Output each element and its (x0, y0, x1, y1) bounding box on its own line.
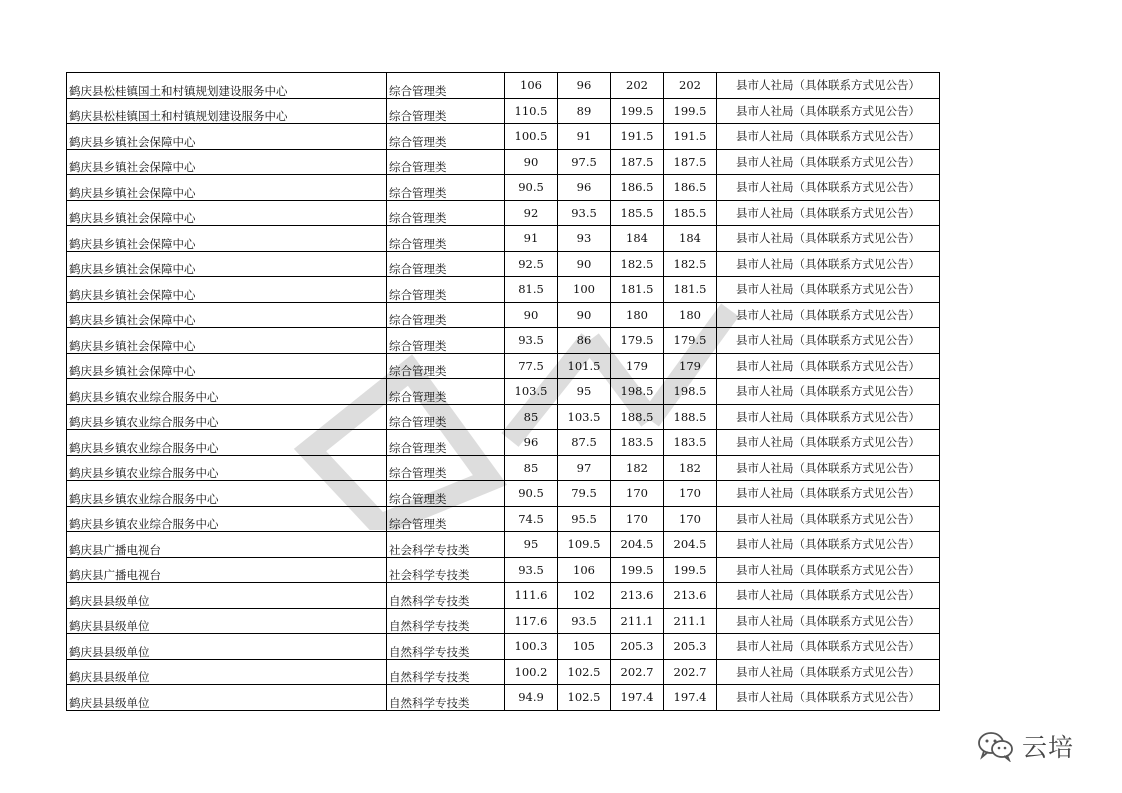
table-row (67, 659, 940, 685)
interview-score-cell: 102.5 (558, 659, 611, 685)
contact-cell: 县市人社局（具体联系方式见公告） (717, 251, 940, 277)
unit-name-cell: 鹤庆县乡镇社会保障中心 (67, 226, 387, 252)
written-score-cell: 92 (505, 200, 558, 226)
total-score-cell: 183.5 (611, 430, 664, 456)
final-score-cell: 188.5 (664, 404, 717, 430)
final-score-cell: 211.1 (664, 608, 717, 634)
written-score-cell: 100.3 (505, 634, 558, 660)
contact-cell: 县市人社局（具体联系方式见公告） (717, 226, 940, 252)
total-score-cell: 170 (611, 506, 664, 532)
written-score-cell: 90 (505, 302, 558, 328)
table-row (67, 175, 940, 201)
interview-score-cell: 97.5 (558, 149, 611, 175)
final-score-cell: 179 (664, 353, 717, 379)
contact-cell: 县市人社局（具体联系方式见公告） (717, 685, 940, 711)
job-category-cell: 综合管理类 (387, 302, 505, 328)
written-score-cell: 77.5 (505, 353, 558, 379)
written-score-cell: 74.5 (505, 506, 558, 532)
total-score-cell: 187.5 (611, 149, 664, 175)
total-score-cell: 182.5 (611, 251, 664, 277)
written-score-cell: 92.5 (505, 251, 558, 277)
final-score-cell: 213.6 (664, 583, 717, 609)
contact-cell: 县市人社局（具体联系方式见公告） (717, 532, 940, 558)
final-score-cell: 179.5 (664, 328, 717, 354)
final-score-cell: 199.5 (664, 98, 717, 124)
final-score-cell: 182 (664, 455, 717, 481)
final-score-cell: 187.5 (664, 149, 717, 175)
job-category-cell: 综合管理类 (387, 98, 505, 124)
table-row (67, 685, 940, 711)
written-score-cell: 90 (505, 149, 558, 175)
job-category-cell: 综合管理类 (387, 379, 505, 405)
table-row (67, 251, 940, 277)
written-score-cell: 111.6 (505, 583, 558, 609)
interview-score-cell: 95 (558, 379, 611, 405)
total-score-cell: 211.1 (611, 608, 664, 634)
written-score-cell: 93.5 (505, 557, 558, 583)
job-category-cell: 自然科学专技类 (387, 659, 505, 685)
total-score-cell: 198.5 (611, 379, 664, 405)
total-score-cell: 184 (611, 226, 664, 252)
written-score-cell: 81.5 (505, 277, 558, 303)
table-row (67, 583, 940, 609)
job-category-cell: 综合管理类 (387, 277, 505, 303)
total-score-cell: 179.5 (611, 328, 664, 354)
job-category-cell: 综合管理类 (387, 430, 505, 456)
job-category-cell: 综合管理类 (387, 328, 505, 354)
total-score-cell: 197.4 (611, 685, 664, 711)
final-score-cell: 202 (664, 73, 717, 99)
final-score-cell: 170 (664, 481, 717, 507)
interview-score-cell: 89 (558, 98, 611, 124)
interview-score-cell: 97 (558, 455, 611, 481)
final-score-cell: 182.5 (664, 251, 717, 277)
brand-name: 云培 (1022, 733, 1075, 762)
written-score-cell: 95 (505, 532, 558, 558)
job-category-cell: 综合管理类 (387, 226, 505, 252)
table-row (67, 124, 940, 150)
unit-name-cell: 鹤庆县乡镇农业综合服务中心 (67, 481, 387, 507)
final-score-cell: 191.5 (664, 124, 717, 150)
final-score-cell: 199.5 (664, 557, 717, 583)
interview-score-cell: 103.5 (558, 404, 611, 430)
final-score-cell: 197.4 (664, 685, 717, 711)
unit-name-cell: 鹤庆县乡镇社会保障中心 (67, 149, 387, 175)
table-row (67, 379, 940, 405)
table-row (67, 200, 940, 226)
unit-name-cell: 鹤庆县乡镇社会保障中心 (67, 328, 387, 354)
total-score-cell: 185.5 (611, 200, 664, 226)
table-row (67, 455, 940, 481)
contact-cell: 县市人社局（具体联系方式见公告） (717, 73, 940, 99)
interview-score-cell: 96 (558, 73, 611, 99)
written-score-cell: 93.5 (505, 328, 558, 354)
contact-cell: 县市人社局（具体联系方式见公告） (717, 328, 940, 354)
interview-score-cell: 96 (558, 175, 611, 201)
total-score-cell: 181.5 (611, 277, 664, 303)
interview-score-cell: 106 (558, 557, 611, 583)
table-row (67, 73, 940, 99)
brand-mark (976, 728, 1074, 764)
total-score-cell: 191.5 (611, 124, 664, 150)
total-score-cell: 202 (611, 73, 664, 99)
interview-score-cell: 86 (558, 328, 611, 354)
total-score-cell: 199.5 (611, 98, 664, 124)
unit-name-cell: 鹤庆县县级单位 (67, 583, 387, 609)
written-score-cell: 96 (505, 430, 558, 456)
unit-name-cell: 鹤庆县广播电视台 (67, 557, 387, 583)
unit-name-cell: 鹤庆县县级单位 (67, 608, 387, 634)
table-row (67, 608, 940, 634)
total-score-cell: 204.5 (611, 532, 664, 558)
total-score-cell: 179 (611, 353, 664, 379)
final-score-cell: 180 (664, 302, 717, 328)
final-score-cell: 204.5 (664, 532, 717, 558)
unit-name-cell: 鹤庆县县级单位 (67, 685, 387, 711)
table-row (67, 404, 940, 430)
contact-cell: 县市人社局（具体联系方式见公告） (717, 98, 940, 124)
interview-score-cell: 79.5 (558, 481, 611, 507)
contact-cell: 县市人社局（具体联系方式见公告） (717, 302, 940, 328)
contact-cell: 县市人社局（具体联系方式见公告） (717, 175, 940, 201)
contact-cell: 县市人社局（具体联系方式见公告） (717, 659, 940, 685)
unit-name-cell: 鹤庆县乡镇农业综合服务中心 (67, 430, 387, 456)
interview-score-cell: 100 (558, 277, 611, 303)
unit-name-cell: 鹤庆县乡镇社会保障中心 (67, 302, 387, 328)
results-table (66, 72, 940, 711)
interview-score-cell: 90 (558, 302, 611, 328)
total-score-cell: 213.6 (611, 583, 664, 609)
contact-cell: 县市人社局（具体联系方式见公告） (717, 557, 940, 583)
contact-cell: 县市人社局（具体联系方式见公告） (717, 124, 940, 150)
final-score-cell: 170 (664, 506, 717, 532)
written-score-cell: 90.5 (505, 175, 558, 201)
table-row (67, 506, 940, 532)
final-score-cell: 202.7 (664, 659, 717, 685)
final-score-cell: 186.5 (664, 175, 717, 201)
contact-cell: 县市人社局（具体联系方式见公告） (717, 149, 940, 175)
job-category-cell: 综合管理类 (387, 149, 505, 175)
interview-score-cell: 90 (558, 251, 611, 277)
written-score-cell: 100.2 (505, 659, 558, 685)
unit-name-cell: 鹤庆县乡镇农业综合服务中心 (67, 506, 387, 532)
final-score-cell: 185.5 (664, 200, 717, 226)
written-score-cell: 106 (505, 73, 558, 99)
written-score-cell: 94.9 (505, 685, 558, 711)
interview-score-cell: 95.5 (558, 506, 611, 532)
table-row (67, 277, 940, 303)
written-score-cell: 85 (505, 455, 558, 481)
unit-name-cell: 鹤庆县广播电视台 (67, 532, 387, 558)
table-row (67, 328, 940, 354)
job-category-cell: 自然科学专技类 (387, 634, 505, 660)
job-category-cell: 综合管理类 (387, 175, 505, 201)
final-score-cell: 205.3 (664, 634, 717, 660)
contact-cell: 县市人社局（具体联系方式见公告） (717, 353, 940, 379)
contact-cell: 县市人社局（具体联系方式见公告） (717, 277, 940, 303)
job-category-cell: 综合管理类 (387, 506, 505, 532)
final-score-cell: 181.5 (664, 277, 717, 303)
unit-name-cell: 鹤庆县乡镇农业综合服务中心 (67, 379, 387, 405)
job-category-cell: 综合管理类 (387, 455, 505, 481)
job-category-cell: 综合管理类 (387, 251, 505, 277)
total-score-cell: 205.3 (611, 634, 664, 660)
contact-cell: 县市人社局（具体联系方式见公告） (717, 506, 940, 532)
unit-name-cell: 鹤庆县松桂镇国土和村镇规划建设服务中心 (67, 98, 387, 124)
unit-name-cell: 鹤庆县乡镇农业综合服务中心 (67, 455, 387, 481)
unit-name-cell: 鹤庆县乡镇社会保障中心 (67, 251, 387, 277)
contact-cell: 县市人社局（具体联系方式见公告） (717, 608, 940, 634)
job-category-cell: 综合管理类 (387, 481, 505, 507)
job-category-cell: 综合管理类 (387, 404, 505, 430)
final-score-cell: 184 (664, 226, 717, 252)
written-score-cell: 117.6 (505, 608, 558, 634)
unit-name-cell: 鹤庆县乡镇社会保障中心 (67, 277, 387, 303)
job-category-cell: 社会科学专技类 (387, 532, 505, 558)
table-row (67, 430, 940, 456)
results-table-body (67, 73, 940, 711)
table-row (67, 481, 940, 507)
written-score-cell: 90.5 (505, 481, 558, 507)
unit-name-cell: 鹤庆县松桂镇国土和村镇规划建设服务中心 (67, 73, 387, 99)
total-score-cell: 170 (611, 481, 664, 507)
table-row (67, 98, 940, 124)
interview-score-cell: 87.5 (558, 430, 611, 456)
interview-score-cell: 93.5 (558, 608, 611, 634)
total-score-cell: 199.5 (611, 557, 664, 583)
total-score-cell: 188.5 (611, 404, 664, 430)
job-category-cell: 综合管理类 (387, 353, 505, 379)
contact-cell: 县市人社局（具体联系方式见公告） (717, 481, 940, 507)
interview-score-cell: 109.5 (558, 532, 611, 558)
total-score-cell: 182 (611, 455, 664, 481)
table-row (67, 557, 940, 583)
unit-name-cell: 鹤庆县乡镇农业综合服务中心 (67, 404, 387, 430)
table-row (67, 226, 940, 252)
interview-score-cell: 93 (558, 226, 611, 252)
unit-name-cell: 鹤庆县乡镇社会保障中心 (67, 353, 387, 379)
unit-name-cell: 鹤庆县乡镇社会保障中心 (67, 175, 387, 201)
unit-name-cell: 鹤庆县乡镇社会保障中心 (67, 200, 387, 226)
contact-cell: 县市人社局（具体联系方式见公告） (717, 634, 940, 660)
job-category-cell: 综合管理类 (387, 73, 505, 99)
unit-name-cell: 鹤庆县县级单位 (67, 659, 387, 685)
final-score-cell: 183.5 (664, 430, 717, 456)
unit-name-cell: 鹤庆县乡镇社会保障中心 (67, 124, 387, 150)
job-category-cell: 自然科学专技类 (387, 685, 505, 711)
job-category-cell: 自然科学专技类 (387, 583, 505, 609)
total-score-cell: 180 (611, 302, 664, 328)
contact-cell: 县市人社局（具体联系方式见公告） (717, 583, 940, 609)
table-row (67, 353, 940, 379)
written-score-cell: 103.5 (505, 379, 558, 405)
written-score-cell: 85 (505, 404, 558, 430)
wechat-icon (976, 730, 1016, 762)
table-row (67, 532, 940, 558)
contact-cell: 县市人社局（具体联系方式见公告） (717, 430, 940, 456)
interview-score-cell: 101.5 (558, 353, 611, 379)
total-score-cell: 186.5 (611, 175, 664, 201)
total-score-cell: 202.7 (611, 659, 664, 685)
contact-cell: 县市人社局（具体联系方式见公告） (717, 404, 940, 430)
contact-cell: 县市人社局（具体联系方式见公告） (717, 455, 940, 481)
written-score-cell: 100.5 (505, 124, 558, 150)
job-category-cell: 社会科学专技类 (387, 557, 505, 583)
contact-cell: 县市人社局（具体联系方式见公告） (717, 200, 940, 226)
table-row (67, 149, 940, 175)
job-category-cell: 综合管理类 (387, 200, 505, 226)
contact-cell: 县市人社局（具体联系方式见公告） (717, 379, 940, 405)
unit-name-cell: 鹤庆县县级单位 (67, 634, 387, 660)
interview-score-cell: 102.5 (558, 685, 611, 711)
table-row (67, 634, 940, 660)
written-score-cell: 91 (505, 226, 558, 252)
written-score-cell: 110.5 (505, 98, 558, 124)
interview-score-cell: 91 (558, 124, 611, 150)
job-category-cell: 综合管理类 (387, 124, 505, 150)
job-category-cell: 自然科学专技类 (387, 608, 505, 634)
final-score-cell: 198.5 (664, 379, 717, 405)
interview-score-cell: 105 (558, 634, 611, 660)
interview-score-cell: 102 (558, 583, 611, 609)
table-row (67, 302, 940, 328)
interview-score-cell: 93.5 (558, 200, 611, 226)
